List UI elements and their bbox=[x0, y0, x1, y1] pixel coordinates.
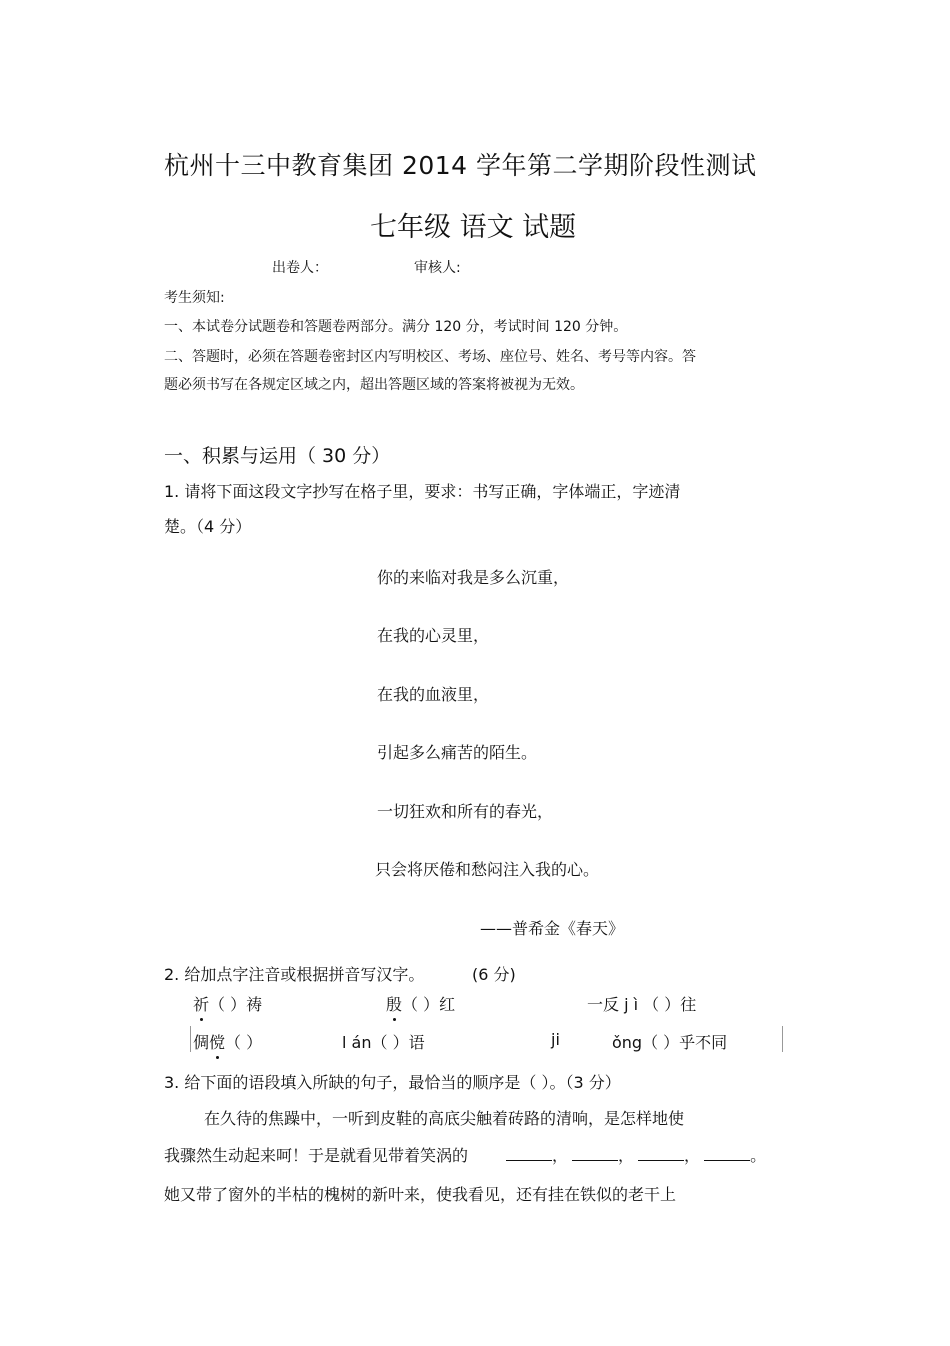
end-mark: 。 bbox=[750, 1146, 767, 1165]
q2-item-jiong-pinyin: ji bbox=[551, 1030, 560, 1049]
separator: ， bbox=[552, 1146, 569, 1165]
question-2-prompt: 2. 给加点字注音或根据拼音写汉字。 bbox=[164, 965, 425, 984]
q2-item-qidao-answer: （ ）祷 bbox=[209, 995, 263, 1014]
paragraph-text: 我骤然生动起来呵！于是就看见带着笑涡的 bbox=[164, 1146, 469, 1165]
poem-line-2: 在我的心灵里， bbox=[377, 626, 490, 645]
poem-line-5: 一切狂欢和所有的春光， bbox=[377, 802, 554, 821]
q2-item-titang-answer: （ ） bbox=[225, 1033, 263, 1052]
question-1-line-1: 1. 请将下面这段文字抄写在格子里，要求：书写正确，字体端正，字迹清 bbox=[164, 482, 681, 501]
q2-item-yanhong bbox=[386, 992, 455, 1015]
question-3-prompt: 3. 给下面的语段填入所缺的句子，最恰当的顺序是（ ）。（3 分） bbox=[164, 1073, 621, 1092]
notice-item-2-line-2: 题必须书写在各规定区域之内，超出答题区域的答案将被视为无效。 bbox=[164, 377, 584, 393]
q2-item-lanyu: l án（ ）语 bbox=[342, 1033, 425, 1052]
answer-blank-2 bbox=[572, 1146, 618, 1161]
section-1-heading: 一、积累与运用（ 30 分） bbox=[164, 445, 391, 467]
table-border-left bbox=[190, 1026, 191, 1052]
q2-item-titang bbox=[193, 1030, 262, 1053]
notice-heading: 考生须知: bbox=[164, 290, 225, 306]
question-1-line-2: 楚。（4 分） bbox=[164, 517, 252, 536]
reviewer-label: 审核人: bbox=[414, 260, 461, 276]
dotted-char: 祈 bbox=[193, 992, 209, 1015]
q2-item-titang-char: 倜 bbox=[193, 1033, 210, 1052]
question-2-score: (6 分) bbox=[472, 965, 516, 984]
exam-title: 杭州十三中教育集团 2014 学年第二学期阶段性测试 bbox=[164, 151, 757, 180]
dotted-char: 殷 bbox=[386, 992, 402, 1015]
question-3-paragraph-line-3: 她又带了窗外的半枯的槐树的新叶来，使我看见，还有挂在铁似的老干上 bbox=[164, 1185, 677, 1204]
q2-item-jiwang: 一反 j ì （ ）往 bbox=[587, 995, 697, 1014]
separator: ， bbox=[684, 1146, 701, 1165]
answer-blank-3 bbox=[638, 1146, 684, 1161]
separator: ， bbox=[618, 1146, 635, 1165]
dotted-char: 傥 bbox=[209, 1030, 225, 1053]
poem-line-6: 只会将厌倦和愁闷注入我的心。 bbox=[375, 860, 600, 879]
q2-item-jiong-answer: ǒng（ ）乎不同 bbox=[612, 1033, 728, 1052]
poem-line-4: 引起多么痛苦的陌生。 bbox=[377, 743, 538, 762]
q2-item-yanhong-answer: （ ）红 bbox=[402, 995, 456, 1014]
poem-source: ——普希金《春天》 bbox=[480, 919, 625, 938]
table-border-right bbox=[782, 1026, 783, 1052]
poem-line-3: 在我的血液里， bbox=[377, 685, 490, 704]
answer-blank-4 bbox=[704, 1146, 750, 1161]
notice-item-2-line-1: 二、答题时，必须在答题卷密封区内写明校区、考场、座位号、姓名、考号等内容。答 bbox=[164, 349, 696, 365]
question-3-paragraph-line-1: 在久待的焦躁中，一听到皮鞋的高底尖触着砖路的清响，是怎样地使 bbox=[204, 1109, 685, 1128]
notice-item-1: 一、本试卷分试题卷和答题卷两部分。满分 120 分，考试时间 120 分钟。 bbox=[164, 319, 628, 335]
answer-blank-1 bbox=[506, 1146, 552, 1161]
question-3-paragraph-line-2 bbox=[164, 1143, 766, 1166]
exam-subtitle: 七年级 语文 试题 bbox=[370, 212, 577, 243]
setter-label: 出卷人： bbox=[272, 260, 328, 276]
q2-item-qidao bbox=[193, 992, 262, 1015]
poem-line-1: 你的来临对我是多么沉重， bbox=[377, 568, 570, 587]
